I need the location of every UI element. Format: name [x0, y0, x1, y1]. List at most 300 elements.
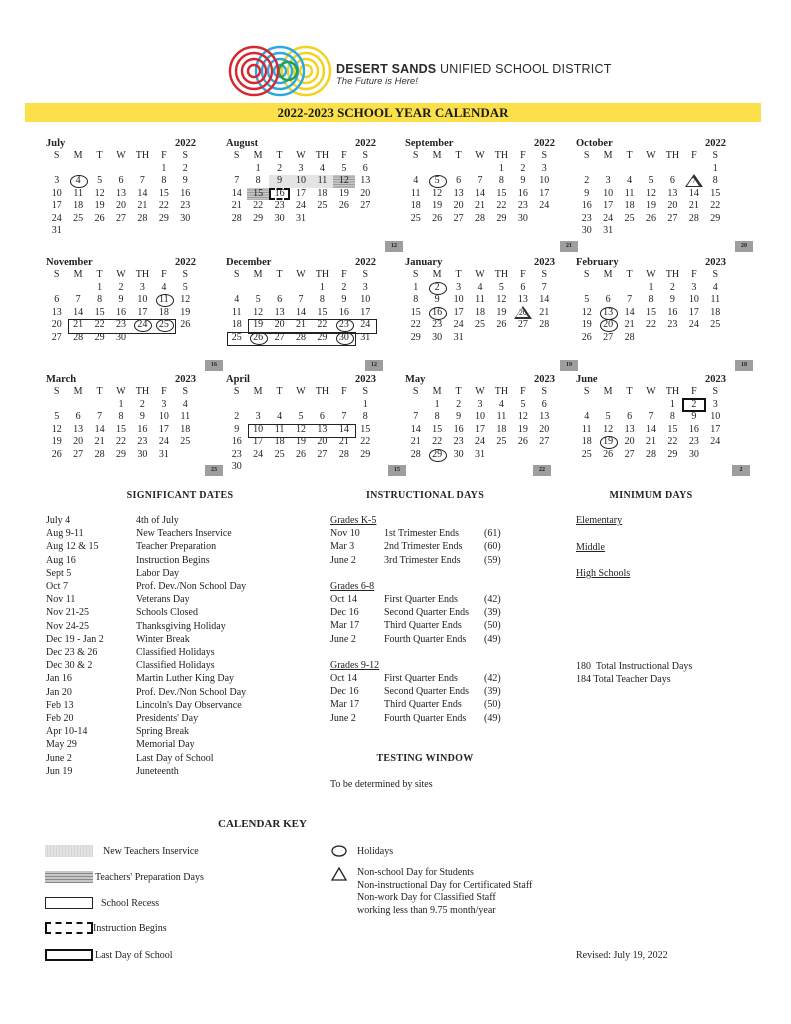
significant-date-row: [46, 620, 246, 633]
empty-cell: [576, 399, 597, 412]
day-cell: 28: [688, 212, 699, 224]
day-cell: 29: [710, 212, 721, 224]
empty-cell: [46, 163, 67, 176]
event: Third Quarter Ends: [384, 620, 462, 632]
day-cell: 1: [413, 281, 419, 293]
month-year: 2023: [175, 374, 196, 385]
day-cell: 23: [231, 448, 242, 460]
day-cell: 1: [118, 398, 124, 410]
day-cell-holiday: 30: [333, 332, 354, 345]
weekday-label: M: [253, 269, 263, 280]
date: Jun 19: [46, 765, 73, 777]
date: Aug 16: [46, 554, 76, 566]
date: Dec 16: [330, 686, 359, 698]
key-last-day: Last Day of School: [45, 949, 173, 961]
day-grid: [576, 150, 726, 238]
day-cell: 23: [688, 436, 699, 447]
day-cell: 17: [688, 306, 699, 318]
day-cell: 15: [432, 423, 443, 435]
day-cell: 27: [317, 448, 328, 460]
event: Martin Luther King Day: [136, 673, 235, 685]
day-cell: 22: [496, 200, 507, 211]
day-cell: 12: [94, 187, 105, 199]
day-cell: 14: [94, 423, 105, 435]
day-cell: 9: [434, 294, 440, 305]
revised-date: Revised: July 19, 2022: [576, 950, 668, 961]
date: Oct 7: [46, 581, 68, 593]
significant-date-row: [46, 765, 246, 778]
day-cell: 12: [295, 423, 306, 435]
day-cell-holiday: 29: [426, 449, 447, 462]
day-cell: 8: [97, 294, 103, 305]
empty-cell: [333, 399, 354, 412]
weekday-label: T: [276, 150, 283, 161]
day-cell: 3: [605, 175, 611, 186]
totals: [576, 660, 692, 686]
day-cell: 13: [624, 423, 635, 435]
day-cell: 30: [688, 448, 699, 460]
empty-cell: [110, 163, 131, 176]
day-cell: 29: [115, 448, 126, 460]
day-cell: 9: [669, 294, 675, 305]
weekday-label: F: [161, 150, 167, 161]
grade-group-label: Grades 6-8: [330, 580, 375, 592]
day-cell-holiday: 19: [597, 436, 618, 449]
empty-cell: [226, 163, 247, 176]
day-cell: 2: [234, 411, 240, 422]
month-march: [46, 373, 196, 461]
month-december: [226, 256, 376, 344]
day-cell: 8: [161, 175, 167, 186]
key-new-teachers-inservice: New Teachers Inservice: [45, 845, 199, 857]
day-cell: 13: [539, 411, 550, 422]
day-cell: 30: [231, 461, 242, 472]
day-cell: 20: [73, 436, 84, 447]
significant-date-row: [46, 712, 246, 725]
day-cell: 2: [584, 175, 590, 186]
day-cell: 5: [97, 175, 103, 186]
day-cell: 7: [234, 175, 240, 186]
event: Spring Break: [136, 726, 190, 738]
day-cell: 14: [338, 423, 349, 435]
empty-cell: [132, 163, 153, 176]
empty-cell: [619, 163, 640, 176]
month-year: 2023: [705, 257, 726, 268]
day-cell: 2: [118, 281, 124, 293]
weekday-label: W: [296, 269, 306, 280]
day-cell: 28: [295, 331, 306, 343]
instructional-row: [330, 540, 501, 553]
event: Teacher Preparation: [136, 541, 217, 553]
month-year: 2023: [534, 374, 555, 385]
month-name: February: [576, 257, 619, 268]
day-cell: 13: [453, 187, 464, 199]
day-cell: 17: [158, 423, 169, 435]
empty-cell: [576, 163, 597, 176]
day-cell: 3: [456, 281, 462, 293]
weekday-label: S: [233, 150, 240, 161]
weekday-label: T: [626, 150, 633, 161]
weekday-label: W: [116, 150, 126, 161]
day-cell: 15: [360, 423, 371, 435]
day-cell: 5: [54, 411, 60, 422]
date: Oct 14: [330, 673, 357, 685]
day-cell: 12: [645, 187, 656, 199]
weekday-label: W: [116, 269, 126, 280]
day-cell: 13: [274, 306, 285, 318]
instructional-row: [330, 712, 501, 725]
date: July 4: [46, 515, 71, 526]
day-cell: 4: [498, 398, 504, 410]
day-cell: 7: [541, 281, 547, 293]
day-cell: 21: [231, 200, 242, 211]
day-cell: 14: [231, 187, 242, 199]
day-cell: 31: [453, 331, 464, 343]
date: Feb 13: [46, 699, 74, 711]
day-cell: 22: [115, 436, 126, 447]
day-cell: 26: [432, 212, 443, 224]
day-cell: 19: [645, 200, 656, 211]
day-cell: 1: [648, 281, 654, 293]
day-cell-holiday: 5: [426, 175, 447, 188]
date: June 2: [330, 712, 356, 724]
instruction-begins-swatch-icon: [45, 922, 93, 934]
day-cell: 3: [161, 398, 167, 410]
day-cell-inservice: 11: [312, 175, 333, 188]
weekday-label: S: [541, 150, 548, 161]
day-cell: 5: [182, 281, 188, 293]
weekday-label: W: [646, 269, 656, 280]
day-cell: 28: [231, 212, 242, 224]
day-cell-holiday: 11: [153, 294, 174, 307]
day-cell: 21: [295, 319, 306, 330]
month-name: January: [405, 257, 443, 268]
day-cell: 17: [710, 423, 721, 435]
weekday-label: S: [182, 386, 189, 397]
event: Presidents' Day: [136, 713, 199, 725]
month-year: 2023: [355, 374, 376, 385]
triangle-icon: [331, 867, 347, 881]
day-cell: 8: [319, 294, 325, 305]
day-cell: 18: [624, 200, 635, 211]
day-cell-holiday: 2: [426, 282, 447, 295]
day-cell: 10: [253, 423, 264, 435]
day-cell: 10: [474, 411, 485, 422]
day-cell: 30: [115, 331, 126, 343]
weekday-label: S: [712, 150, 719, 161]
empty-cell: [247, 282, 268, 295]
empty-cell: [290, 399, 311, 412]
significant-dates-title: SIGNIFICANT DATES: [126, 490, 234, 501]
month-year: 2023: [534, 257, 555, 268]
day-cell: 29: [158, 212, 169, 224]
weekday-label: W: [475, 386, 485, 397]
grade-group-label: Grades K-5: [330, 515, 377, 526]
key-nonschool-day: Non-school Day for Students Non-instructional Day for Certificated Staff Non-work Day for Classified Staff working less than 9.75 month/year: [331, 867, 532, 917]
day-cell: 11: [274, 423, 285, 435]
significant-date-row: [46, 554, 246, 567]
day-cell: 1: [434, 398, 440, 410]
day-cell: 13: [360, 175, 371, 186]
instructional-row: [330, 554, 501, 567]
day-cell: 21: [474, 200, 485, 211]
significant-date-row: [46, 527, 246, 540]
weekday-label: S: [541, 269, 548, 280]
day-cell: 8: [118, 411, 124, 422]
day-cell: 14: [539, 294, 550, 305]
day-cell: 1: [362, 398, 368, 410]
day-cell: 18: [581, 436, 592, 447]
significant-date-row: [46, 646, 246, 659]
day-cell: 16: [688, 423, 699, 435]
day-cell: 22: [94, 319, 105, 330]
key-instruction-begins: Instruction Begins: [45, 922, 167, 934]
day-cell: 26: [496, 319, 507, 330]
instructional-days-badge: 19: [560, 360, 578, 371]
inservice-swatch-icon: [45, 845, 93, 857]
weekday-label: S: [712, 269, 719, 280]
date: Feb 20: [46, 713, 74, 725]
days: (50): [484, 699, 501, 711]
day-cell: 24: [539, 200, 550, 211]
day-cell: 6: [75, 411, 81, 422]
day-cell: 24: [688, 319, 699, 330]
month-august: [226, 137, 376, 225]
day-cell: 11: [73, 187, 83, 199]
day-grid: [405, 386, 555, 461]
day-cell: 18: [73, 200, 84, 211]
day-cell: 28: [624, 331, 635, 343]
date: Nov 21-25: [46, 607, 90, 619]
month-june: [576, 373, 726, 461]
month-header: [576, 373, 726, 386]
day-cell: 16: [180, 187, 191, 199]
month-header: [226, 256, 376, 269]
day-grid: [226, 269, 376, 344]
day-cell: 5: [584, 294, 590, 305]
day-cell: 9: [691, 411, 697, 422]
day-cell: 25: [474, 319, 485, 330]
day-cell-prep: 15: [247, 188, 268, 201]
empty-cell: [247, 399, 268, 412]
total-teacher-days: 184 Total Teacher Days: [576, 674, 671, 685]
day-cell: 2: [277, 162, 283, 174]
day-cell: 26: [338, 200, 349, 211]
weekday-label: W: [646, 150, 656, 161]
empty-cell: [269, 282, 290, 295]
weekday-label: F: [161, 386, 167, 397]
weekday-label: S: [182, 269, 189, 280]
event: Second Quarter Ends: [384, 686, 469, 698]
date: Nov 10: [330, 528, 360, 540]
day-grid: [405, 269, 555, 344]
day-cell-holiday: 26: [247, 332, 268, 345]
instructional-days-badge: 18: [735, 360, 753, 371]
day-cell: 27: [517, 319, 528, 330]
minimum-days-middle: Middle: [576, 541, 605, 553]
weekday-label: TH: [494, 386, 509, 397]
day-cell: 22: [253, 200, 264, 211]
day-grid: [576, 269, 726, 344]
day-cell: 21: [338, 436, 349, 447]
instructional-row: [330, 606, 501, 619]
day-cell: 4: [161, 281, 167, 293]
instructional-row: [330, 633, 501, 646]
weekday-label: TH: [315, 386, 330, 397]
day-cell: 5: [648, 175, 654, 186]
instructional-row: [330, 619, 501, 632]
day-cell: 19: [51, 436, 62, 447]
day-cell: 19: [338, 187, 349, 199]
day-cell: 17: [295, 187, 306, 199]
day-cell: 1: [498, 162, 504, 174]
day-cell: 6: [118, 175, 124, 186]
day-cell: 9: [139, 411, 145, 422]
day-cell: 26: [51, 448, 62, 460]
day-cell: 17: [51, 200, 62, 211]
empty-cell: [597, 399, 618, 412]
day-cell: 20: [51, 319, 62, 330]
day-cell: 29: [360, 448, 371, 460]
day-grid: [46, 269, 196, 344]
date: Dec 16: [330, 607, 359, 619]
month-name: September: [405, 138, 454, 149]
day-cell: 10: [539, 175, 550, 186]
empty-cell: [426, 163, 447, 176]
weekday-label: S: [53, 150, 60, 161]
day-cell: 5: [520, 398, 526, 410]
date: May 29: [46, 739, 77, 751]
event: Thanksgiving Holiday: [136, 620, 226, 632]
day-cell: 23: [274, 200, 285, 211]
date: Mar 3: [330, 541, 355, 553]
weekday-label: F: [520, 386, 526, 397]
month-year: 2022: [355, 138, 376, 149]
day-cell: 31: [474, 448, 485, 460]
day-cell: 16: [137, 423, 148, 435]
weekday-label: T: [96, 386, 103, 397]
day-cell: 31: [158, 448, 169, 460]
day-cell: 15: [645, 306, 656, 318]
day-cell: 9: [520, 175, 526, 186]
weekday-label: S: [541, 386, 548, 397]
weekday-label: S: [362, 269, 369, 280]
day-cell: 6: [277, 294, 283, 305]
day-cell: 27: [73, 448, 84, 460]
day-cell-inservice: 10: [290, 175, 311, 188]
instructional-days-badge: 15: [388, 465, 406, 476]
day-cell-holiday: 13: [597, 307, 618, 320]
month-name: August: [226, 138, 259, 149]
day-cell: 24: [360, 319, 371, 330]
event: Third Quarter Ends: [384, 699, 462, 711]
day-cell: 16: [338, 306, 349, 318]
day-cell: 27: [624, 448, 635, 460]
date: Dec 19 - Jan 2: [46, 633, 104, 645]
day-cell: 20: [360, 187, 371, 199]
day-cell: 17: [539, 187, 550, 199]
day-cell: 14: [137, 187, 148, 199]
day-cell: 30: [180, 212, 191, 224]
days: (61): [484, 528, 501, 540]
day-cell: 29: [667, 448, 678, 460]
day-cell: 3: [691, 281, 697, 293]
day-cell: 18: [474, 306, 485, 318]
weekday-label: F: [691, 150, 697, 161]
day-cell: 7: [648, 411, 654, 422]
days: (49): [484, 712, 501, 724]
day-cell: 10: [688, 294, 699, 305]
day-cell: 21: [624, 319, 635, 330]
event: 4th of July: [136, 515, 179, 526]
event: 1st Trimester Ends: [384, 528, 460, 540]
day-cell: 22: [158, 200, 169, 211]
day-cell: 16: [453, 423, 464, 435]
day-cell-holiday: 25: [153, 319, 174, 332]
day-cell: 8: [498, 175, 504, 186]
month-header: [46, 256, 196, 269]
month-header: [576, 256, 726, 269]
day-cell: 18: [317, 187, 328, 199]
day-cell: 24: [295, 200, 306, 211]
empty-cell: [312, 399, 333, 412]
day-cell: 13: [667, 187, 678, 199]
day-cell: 20: [274, 319, 285, 330]
empty-cell: [67, 163, 88, 176]
day-grid: [576, 386, 726, 461]
day-cell: 14: [624, 306, 635, 318]
empty-cell: [67, 282, 88, 295]
day-cell: 27: [360, 200, 371, 211]
weekday-label: S: [583, 150, 590, 161]
weekday-label: M: [603, 386, 613, 397]
empty-cell: [640, 399, 661, 412]
significant-date-row: [46, 633, 246, 646]
day-cell: 18: [231, 319, 242, 330]
calendar-key-title: CALENDAR KEY: [218, 818, 307, 830]
day-cell: 15: [710, 187, 721, 199]
month-header: [405, 256, 555, 269]
date: Aug 12 & 15: [46, 541, 99, 553]
day-cell-last-day: 2: [683, 399, 704, 412]
day-cell: 10: [137, 294, 148, 305]
day-cell: 26: [295, 448, 306, 460]
day-cell: 9: [341, 294, 347, 305]
day-cell: 19: [517, 423, 528, 435]
significant-dates-list: [46, 514, 246, 778]
empty-cell: [89, 163, 110, 176]
day-cell: 1: [255, 162, 261, 174]
month-name: April: [226, 374, 250, 385]
day-cell-holiday: 4: [67, 175, 88, 188]
empty-cell: [469, 163, 490, 176]
day-cell: 19: [295, 436, 306, 447]
weekday-label: S: [412, 150, 419, 161]
weekday-label: M: [73, 150, 83, 161]
day-cell: 28: [645, 448, 656, 460]
prep-swatch-icon: [45, 871, 93, 883]
empty-cell: [226, 282, 247, 295]
day-cell: 30: [453, 448, 464, 460]
days: (59): [484, 554, 501, 566]
event: Winter Break: [136, 633, 190, 645]
key-school-recess: School Recess: [45, 897, 159, 909]
weekday-label: M: [73, 386, 83, 397]
day-cell: 20: [624, 436, 635, 447]
weekday-label: TH: [315, 269, 330, 280]
weekday-label: S: [53, 269, 60, 280]
day-cell: 19: [496, 306, 507, 318]
